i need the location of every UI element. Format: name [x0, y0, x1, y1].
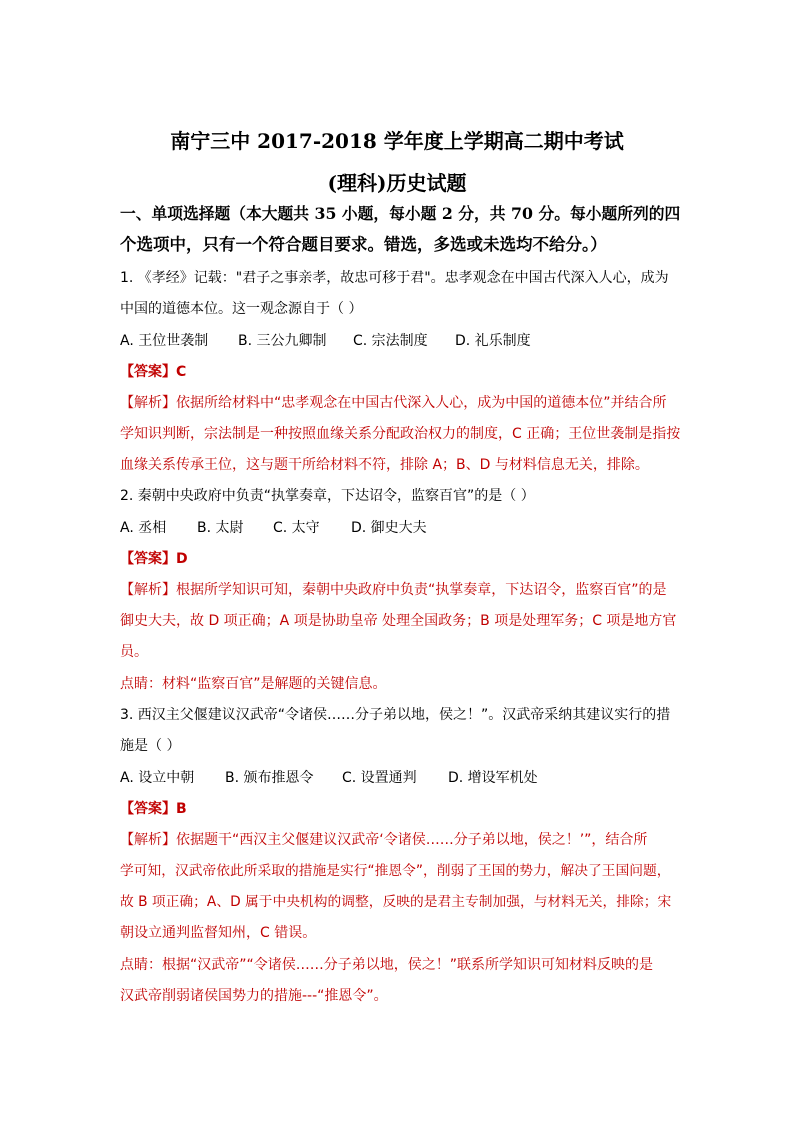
question-3-option-a: A. 设立中朝	[120, 770, 195, 786]
question-2-note: 点睛：材料“监察百官”是解题的关键信息。	[120, 676, 387, 692]
question-1-answer: 【答案】C	[120, 364, 187, 380]
question-1-stem-line-2: 中国的道德本位。这一观念源自于（ ）	[120, 301, 363, 317]
question-3-answer: 【答案】B	[120, 801, 187, 817]
question-3-note-line-1: 点睛：根据“汉武帝”“令诸侯……分子弟以地，侯之！”联系所学知识可知材料反映的是	[120, 957, 654, 973]
question-3-option-d: D. 增设军机处	[448, 770, 538, 786]
question-3-analysis-line-1: 【解析】依据题干“西汉主父偃建议汉武帝‘令诸侯……分子弟以地，侯之！’”，结合所	[120, 832, 648, 848]
question-2-option-d: D. 御史大夫	[351, 520, 427, 536]
question-3-analysis-line-4: 朝设立通判监督知州，C 错误。	[120, 925, 317, 941]
question-1-option-b: B. 三公九卿制	[238, 333, 327, 349]
question-1-analysis-line-2: 学知识判断，宗法制是一种按照血缘关系分配政治权力的制度，C 正确；王位世袭制是指按	[120, 426, 681, 442]
question-2-answer: 【答案】D	[120, 551, 188, 567]
page-subtitle: (理科)历史试题	[327, 171, 467, 195]
question-3-option-c: C. 设置通判	[342, 770, 417, 786]
question-2-analysis-line-3: 员。	[120, 644, 148, 660]
question-1-analysis-line-1: 【解析】依据所给材料中“忠孝观念在中国古代深入人心，成为中国的道德本位”并结合所	[120, 395, 667, 411]
question-1-option-d: D. 礼乐制度	[455, 333, 531, 349]
question-1-stem-line-1: 1. 《孝经》记载："君子之事亲孝，故忠可移于君"。忠孝观念在中国古代深入人心，成为	[120, 270, 669, 286]
question-3-analysis-line-2: 学可知，汉武帝依此所采取的措施是实行“推恩令”，削弱了王国的势力，解决了王国问题，	[120, 863, 671, 879]
section-heading-line-2: 个选项中，只有一个符合题目要求。错选，多选或未选均不给分。）	[120, 235, 607, 254]
question-2-analysis-line-2: 御史大夫，故 D 项正确；A 项是协助皇帝 处理全国政务；B 项是处理军务；C 项是地方官	[120, 613, 677, 629]
question-2-option-b: B. 太尉	[197, 520, 244, 536]
question-1-option-a: A. 王位世袭制	[120, 333, 209, 349]
question-3-analysis-line-3: 故 B 项正确；A、D 属于中央机构的调整，反映的是君主专制加强，与材料无关，排除；宋	[120, 894, 672, 910]
question-1-option-c: C. 宗法制度	[353, 333, 428, 349]
section-heading-line-1: 一、单项选择题（本大题共 35 小题，每小题 2 分，共 70 分。每小题所列的四	[120, 204, 681, 223]
question-2-option-c: C. 太守	[273, 520, 320, 536]
question-1-analysis-line-3: 血缘关系传承王位，这与题干所给材料不符，排除 A；B、D 与材料信息无关，排除。	[120, 457, 649, 473]
question-3-stem-line-2: 施是（ ）	[120, 738, 181, 754]
question-3-stem-line-1: 3. 西汉主父偃建议汉武帝“令诸侯……分子弟以地，侯之！”。汉武帝采纳其建议实行的措	[120, 707, 671, 723]
question-3-note-line-2: 汉武帝削弱诸侯国势力的措施---“推恩令”。	[120, 988, 388, 1004]
question-2-stem-line-1: 2. 秦朝中央政府中负责“执掌奏章，下达诏令，监察百官”的是（ ）	[120, 488, 535, 504]
page-title: 南宁三中 2017-2018 学年度上学期高二期中考试	[170, 129, 624, 153]
question-2-analysis-line-1: 【解析】根据所学知识可知，秦朝中央政府中负责“执掌奏章，下达诏令，监察百官”的是	[120, 582, 667, 598]
question-2-option-a: A. 丞相	[120, 520, 167, 536]
question-3-option-b: B. 颁布推恩令	[225, 770, 314, 786]
